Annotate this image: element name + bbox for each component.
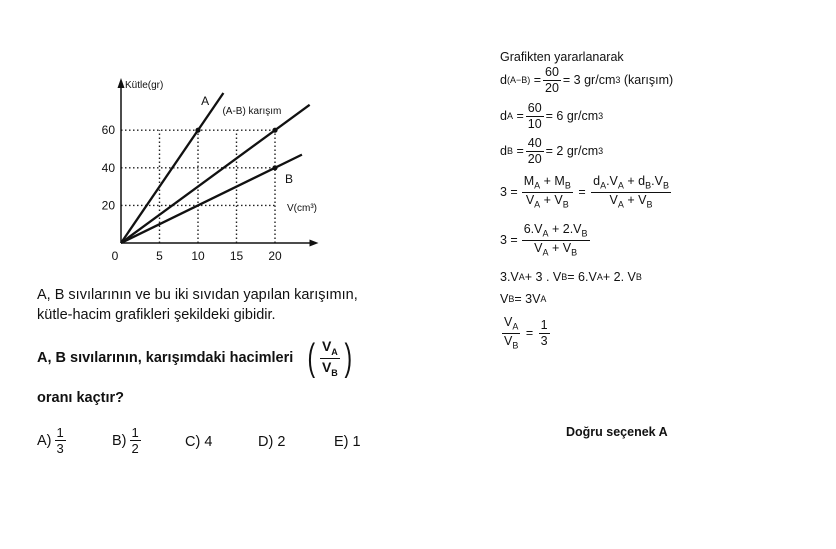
solution-step-substitute: 3 = $\frac{6.V_A + 2.V_B}{V_A + V_B}$ [500, 222, 588, 257]
series-point-a [195, 128, 200, 133]
question-intro [37, 285, 358, 325]
question-bold-text: A, B sıvılarının, karışımdaki hacimleri [37, 350, 294, 367]
option-e[interactable]: E) 1 [334, 434, 361, 450]
option-b[interactable]: B) $\frac{1}{2}$ [112, 425, 139, 456]
mass-volume-chart [88, 72, 358, 272]
solution-step-mixture: d (A−B) = $\frac{60}{20}$ = 3 gr/cm 3 (karışım) [500, 65, 674, 95]
option-c[interactable]: C) 4 [185, 434, 213, 450]
x-tick-label: 10 [191, 249, 205, 263]
series-point-mixture [272, 128, 277, 133]
series-label-mixture: (A-B) karışım [222, 106, 282, 117]
question-prompt-end: oranı kaçtır? [37, 390, 125, 406]
solution-step-final: $\frac{V_A}{V_B}$ = $\frac{1}{3}$ [504, 315, 548, 350]
solution-step-equation: 3 = $\frac{M_A + M_B}{V_A + V_B}$ = $\frac{d_A.V_A + d_B.V_B}{V_A + V_B}$ [500, 174, 669, 209]
x-tick-label: 15 [229, 249, 244, 263]
y-tick-label: 20 [101, 198, 115, 213]
question-prompt [37, 339, 354, 378]
question-line-1: A, B sıvılarının ve bu iki sıvıdan yapılan karışımın, [37, 287, 358, 303]
series-point-b [272, 165, 277, 170]
x-axis-arrow [310, 240, 319, 247]
series-line-a [121, 93, 223, 243]
series-line-mixture [121, 105, 310, 243]
solution-step-density-a: d A = $\frac{60}{10}$ = 6 gr/cm 3 [500, 101, 604, 131]
correct-answer: Doğru seçenek A [566, 425, 668, 439]
y-axis-arrow [118, 78, 125, 88]
solution-heading: Grafikten yararlanarak [500, 50, 624, 64]
y-axis-label: Kütle(gr) [125, 80, 164, 91]
y-tick-label: 40 [101, 160, 115, 175]
x-axis-label: V(cm³) [287, 203, 317, 214]
solution-step-density-b: d B = $\frac{40}{20}$ = 2 gr/cm 3 [500, 136, 604, 166]
y-tick-label: 60 [101, 123, 115, 138]
solution-step-expand: 3.V A + 3 . V B = 6.V A + 2. V B [500, 270, 642, 284]
x-tick-label: 5 [156, 249, 163, 263]
series-label-a: A [201, 94, 210, 108]
x-tick-label: 20 [268, 249, 282, 263]
ratio-fraction: $\frac{V_A}{V_B}$ [321, 338, 338, 378]
x-tick-label: 0 [111, 249, 119, 263]
question-line-2: kütle-hacim grafikleri şekildeki gibidir. [37, 307, 276, 323]
option-d[interactable]: D) 2 [258, 434, 286, 450]
solution-step-result: V B = 3V A [500, 292, 547, 306]
ratio-expression: ( $\frac{V_A}{V_B}$ ) [307, 337, 352, 380]
series-label-b: B [285, 171, 294, 186]
option-a[interactable]: A) $\frac{1}{3}$ [37, 425, 64, 456]
